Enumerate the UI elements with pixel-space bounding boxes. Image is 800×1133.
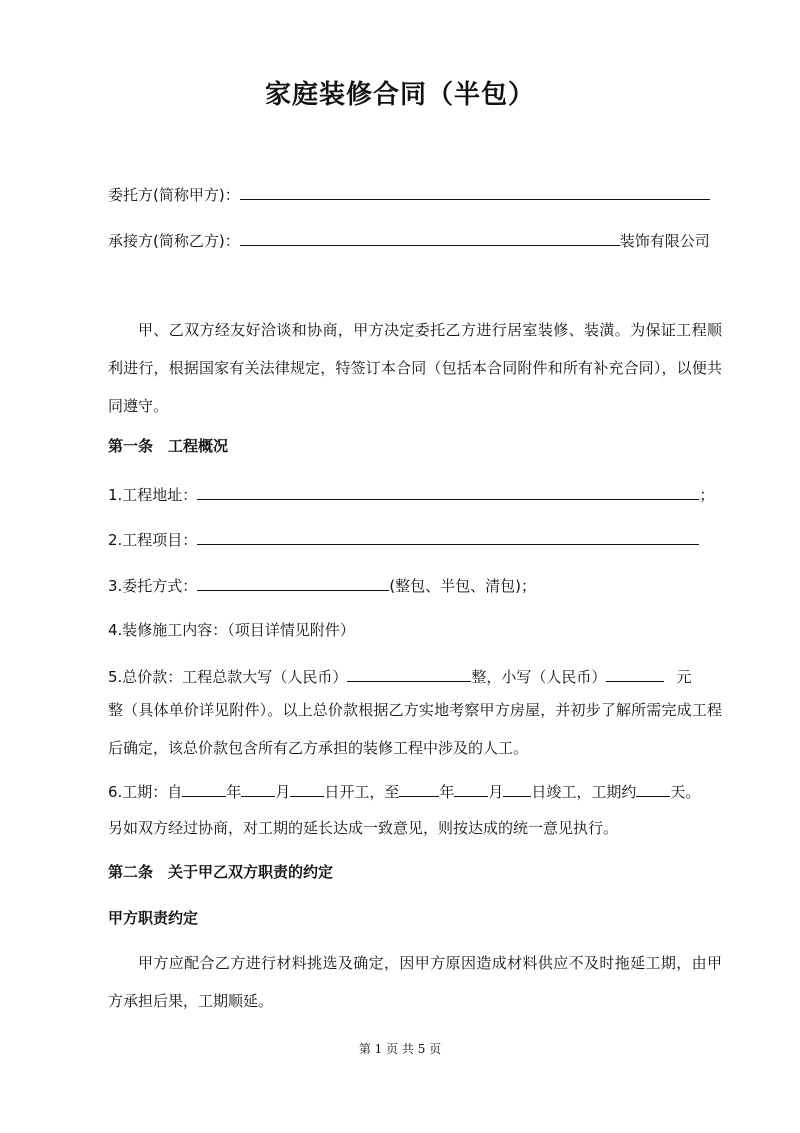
party-b-label: 承接方(简称乙方)： [108,232,240,250]
price-capital-blank [347,665,471,682]
price-small-blank [606,665,664,682]
month-text: 月 [275,783,291,801]
party-b-suffix: 装饰有限公司 [619,232,710,250]
end-day-blank [503,780,531,797]
method-label: 3.委托方式： [108,577,198,595]
method-blank [197,574,389,591]
days-blank [636,780,670,797]
start-text: 日开工，至 [324,783,400,801]
party-a-duties-heading: 甲方职责约定 [108,909,199,927]
end-text: 日竣工，工期约 [531,783,637,801]
start-month-blank [241,780,275,797]
content-line: 4.装修施工内容：（项目详情见附件） [108,621,355,639]
address-end: ； [699,486,715,504]
article2-heading: 第二条 关于甲乙双方职责的约定 [108,863,334,881]
party-b-blank [240,229,620,246]
price-text-2: 整，小写（人民币） [471,668,607,686]
party-a-duties-text: 甲方应配合乙方进行材料挑选及确定，因甲方原因造成材料供应不及时拖延工期，由甲方承担后果，工期顺延。 [108,954,722,1010]
project-label: 2.工程项目： [108,531,198,549]
intro-paragraph: 甲、乙双方经友好洽谈和协商，甲方决定委托乙方进行居室装修、装潢。为保证工程顺利进行，根据国家有关法律规定，特签订本合同（包括本合同附件和所有补充合同），以便共同遵守。 [108,321,722,415]
party-b-line [108,229,710,251]
start-day-blank [290,780,324,797]
address-blank [197,483,699,500]
project-blank [197,528,699,545]
party-a-label: 委托方(简称甲方)： [108,186,240,204]
party-a-blank [240,183,710,200]
page-title: 家庭装修合同（半包） [264,80,535,110]
project-line [108,528,699,550]
end-year-blank [399,780,439,797]
period-continuation: 另如双方经过协商，对工期的延长达成一致意见，则按达成的统一意见执行。 [108,819,619,837]
end-month-blank [454,780,488,797]
period-line [108,780,700,802]
year-text: 年 [226,783,242,801]
page-number: 第 1 页 共 5 页 [358,1042,442,1056]
period-label: 6.工期：自 [108,783,183,801]
year-text-2: 年 [439,783,455,801]
price-continuation: 整（具体单价详见附件）。以上总价款根据乙方实地考察甲方房屋，并初步了解所需完成工程后确定，该总价款包含所有乙方承担的装修工程中涉及的人工。 [108,701,722,757]
address-line [108,483,714,505]
price-line [108,665,691,687]
price-text-3: 元 [676,668,692,686]
method-options: (整包、半包、清包)； [389,577,537,595]
address-label: 1.工程地址： [108,486,198,504]
party-a-line [108,183,710,205]
method-line [108,574,536,596]
start-year-blank [182,780,226,797]
article1-heading: 第一条 工程概况 [108,437,229,455]
month-text-2: 月 [488,783,504,801]
days-text: 天。 [670,783,701,801]
price-text-1: 5.总价款：工程总款大写（人民币） [108,668,348,686]
